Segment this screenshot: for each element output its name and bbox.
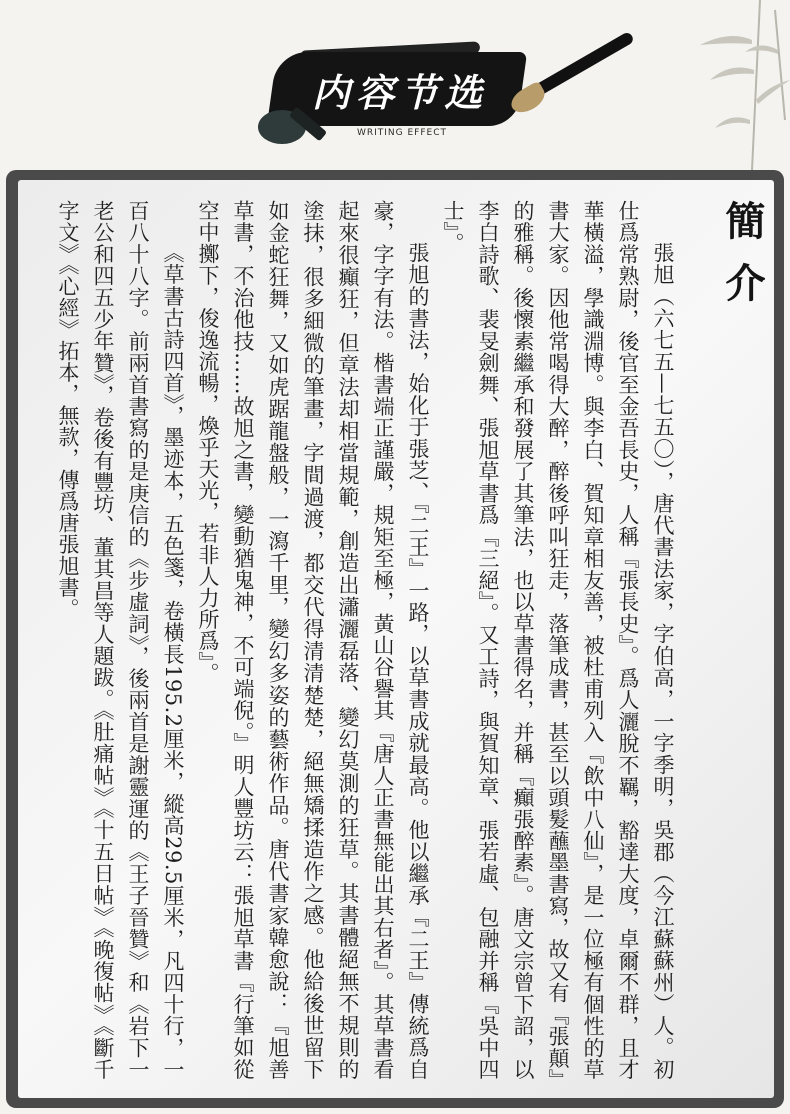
paragraph-works: 《草書古詩四首》，墨迹本，五色箋，卷橫長195.2厘米，縱高29.5厘米，凡四十行，一百八十八字。前兩首書寫的是庚信的《步虛詞》，後兩首是謝靈運的《王子晉贊》和《岩下一老公和四五少年贊》，卷後有豐坊、董其昌等人題跋。《肚痛帖》《十五日帖》《晚復帖》《斷千字文》《心經》拓本，無款，傳爲唐張旭書。 <box>56 200 185 1080</box>
section-heading: 簡介 <box>719 200 766 324</box>
banner-subtitle: WRITING EFFECT <box>356 128 448 138</box>
bamboo-leaves-icon <box>690 0 790 170</box>
paragraph-biography: 張旭（六七五—七五〇），唐代書法家，字伯高，一字季明，吳郡（今江蘇蘇州）人。初仕爲常熟尉，後官至金吾長史，人稱『張長史』。爲人灑脫不羈，豁達大度，卓爾不群，且才華橫溢，學識淵博。與李白、賀知章相友善，被杜甫列入『飲中八仙』，是一位極有個性的草書大家。因他常喝得大醉，醉後呼叫狂走，落筆成書，甚至以頭髮蘸墨書寫，故又有『張顛』的雅稱。後懷素繼承和發展了其筆法，也以草書得名，并稱『癲張醉素』。唐文宗曾下詔，以李白詩歌、裴旻劍舞、張旭草書爲『三絕』。又工詩，與賀知章、張若虛、包融并稱『吳中四士』。 <box>441 200 675 1080</box>
banner-title: 内容节选 <box>311 70 488 115</box>
header-banner <box>0 0 790 170</box>
paragraph-calligraphy-style: 張旭的書法，始化于張芝、『二王』一路，以草書成就最高。他以繼承『二王』傳統爲自豪，字字有法。楷書端正謹嚴，規矩至極，黃山谷譽其『唐人正書無能出其右者』。其草書看起來很癲狂，但章法却相當規範，創造出瀟灑磊落、變幻莫測的狂草。其書體絕無不規則的塗抹，很多細微的筆畫，字間過渡，都交代得清清楚楚，絕無矯揉造作之感。他給後世留下如金蛇狂舞，又如虎踞龍盤般，一瀉千里，變幻多姿的藝術作品。唐代書家韓愈說：『旭善草書，不治他技……故旭之書，變動猶鬼神，不可端倪。』明人豐坊云：張旭草書『行筆如從空中擲下，俊逸流暢，煥乎天光，若非人力所爲』。 <box>196 200 430 1080</box>
vertical-text-body <box>34 200 680 1080</box>
